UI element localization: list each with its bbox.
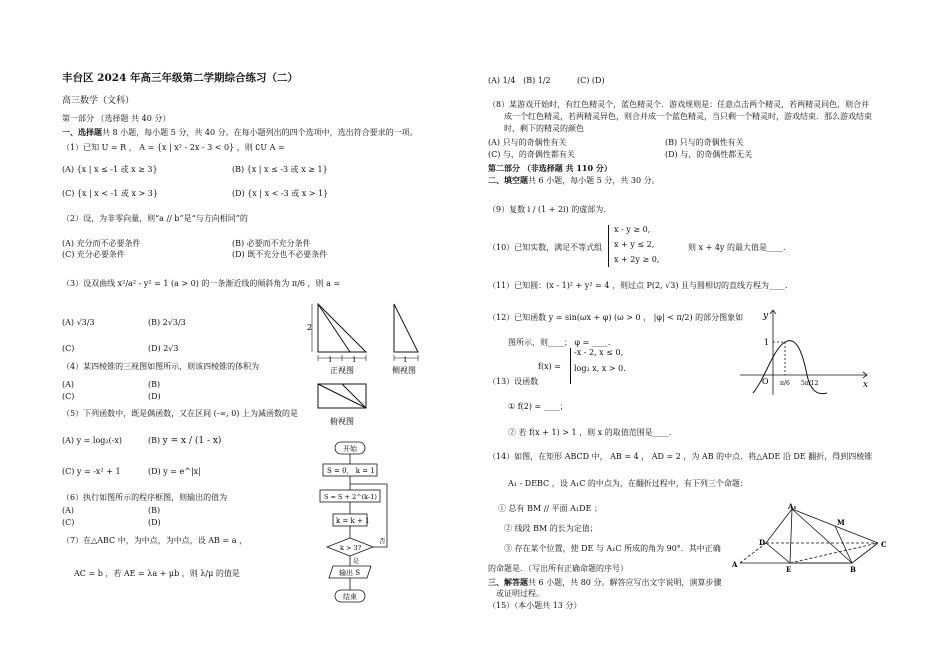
q13-piece-1: -x - 2, x ≤ 0, — [574, 348, 624, 357]
q4-option-a: (A) — [62, 380, 75, 389]
section2-label: 二、填空题 — [488, 175, 528, 185]
q14-claim-1: ① 总有 BM // 平面 A₁DE ； — [498, 504, 602, 513]
q11-stem: （11）已知圆：(x - 1)² + y² = 4 ，则过点 P(2, √3) 且与圆相切的直线方程为____. — [488, 281, 788, 290]
q6-option-b: (B) — [148, 506, 161, 515]
q3-b-value: 2√3/3 — [162, 318, 186, 327]
section3-desc: 共 6 小题，共 80 分。解答应写出文字说明，演算步骤 — [528, 578, 722, 587]
q6-option-a: (A) — [62, 506, 75, 515]
q7-stem: （7）在△ABC 中，为中点，为中点，设 AB = a ， — [62, 536, 248, 545]
flow-update-label: S = S + 2^(k-1) — [324, 493, 377, 501]
q13-part1: ① f(2) = ____； — [508, 402, 568, 411]
x-tick-pi-6: π/6 — [780, 380, 790, 387]
front-view — [312, 304, 366, 361]
front-width-label-1: 1 — [328, 356, 333, 364]
q2-option-a: (A) 充分而不必要条件 — [62, 239, 141, 248]
top-view — [318, 384, 366, 408]
section2-instructions — [488, 175, 660, 186]
q7-options-ab: (A) 1/4 (B) 1/2 — [488, 76, 551, 85]
side-view — [394, 304, 418, 361]
q13-fx: f(x) = — [538, 362, 561, 371]
q5-c-value: y = -x² + 1 — [76, 467, 121, 476]
front-height-label: 2 — [307, 323, 313, 332]
section1-label: 一、选择题 — [62, 127, 102, 137]
q1-stem: （1）已知 U = R ， A = {x | x² - 2x - 3 < 0} ，则 ∁U A = — [62, 143, 285, 152]
section3-instructions — [488, 577, 721, 588]
q6-stem: （6）执行如图所示的程序框图，则输出的值为 — [62, 493, 228, 502]
q13-part2: ② 若 f(x + 1) > 1 ，则 x 的取值范围是____. — [508, 428, 672, 437]
q4-stem: （4）某四棱锥的三视图如图所示，则该四棱锥的体积为 — [62, 362, 260, 371]
q10-stem: （10）已知实数，满足不等式组 — [488, 243, 603, 252]
q5-stem: （5）下列函数中，既是偶函数，又在区间 (-∞, 0) 上为减函数的是 — [62, 409, 298, 418]
q3-d-value: 2√3 — [163, 344, 179, 353]
three-view-figure — [300, 300, 450, 430]
flow-yes-label: 是 — [353, 558, 360, 565]
q3-a-value: √3/3 — [76, 318, 95, 327]
q14-claim-4: 的命题是．（写出所有正确命题的序号） — [488, 564, 628, 573]
q7-options-cd: (C) (D) — [577, 76, 605, 85]
point-e: E — [786, 565, 792, 574]
side-view-caption: 侧视图 — [392, 366, 416, 375]
q9-stem: （9）复数 i / (1 + 2i) 的虚部为． — [488, 205, 612, 214]
point-a: A — [732, 560, 738, 569]
q14-claim-3: ③ 存在某个位置，使 DE 与 A₁C 所成的角为 90°．其中正确 — [504, 544, 721, 553]
q7-stem-line2: AC = b ，若 AE = λa + μb ，则 λ/μ 的值是 — [74, 569, 240, 578]
q6-option-c: (C) — [62, 518, 75, 527]
q3-option-a: (A) √3/3 — [62, 318, 95, 327]
q7-b-value: 1/2 — [537, 76, 551, 85]
point-m: M — [837, 518, 845, 527]
q1-option-b: (B) {x | x ≤ -3 或 x ≥ 1} — [232, 165, 328, 174]
q12-line2: 图所示，则____； φ = ____. — [508, 338, 611, 347]
q8-option-d: (D) 与，的奇偶性都无关 — [665, 150, 753, 159]
q10-tail: 则 x + 4y 的最大值是____. — [688, 243, 786, 252]
front-view-caption: 正视图 — [330, 366, 354, 375]
q6-option-d: (D) — [148, 518, 161, 527]
q3-stem: （3）设双曲线 x²/a² - y² = 1 (a > 0) 的一条渐近线的倾斜角为 π/6 ，则 a = — [62, 279, 341, 288]
q13-piece-2: log₂ x, x > 0. — [574, 364, 626, 373]
q15-heading: （15）（本小题共 13 分） — [488, 601, 582, 610]
q4-option-b: (B) — [148, 380, 161, 389]
q13-stem: （13）设函数 — [488, 377, 539, 386]
q5-d-value: y = e^|x| — [163, 467, 201, 476]
flow-cond-label: k > 3? — [340, 544, 362, 552]
subject-title: 高三数学（文科） — [62, 96, 135, 106]
q1-option-c: (C) {x | x < -1 或 x > 3} — [62, 189, 158, 198]
q14-claim-2: ② 线段 BM 的长为定值； — [504, 524, 598, 533]
x-axis-label: x — [863, 380, 869, 390]
point-a1: A₁ — [788, 502, 797, 511]
q7-a-value: 1/4 — [502, 76, 516, 85]
flow-init-label: S = 0， k = 1 — [327, 467, 375, 475]
q5-b-value: y = x / (1 - x) — [162, 436, 222, 446]
q2-option-d: (D) 既不充分也不必要条件 — [232, 250, 328, 259]
q8-option-b: (B) 只与的奇偶性有关 — [665, 138, 744, 147]
front-width-label-2: 1 — [352, 356, 357, 364]
q10-constraint-2: x + y ≤ 2, — [614, 240, 655, 249]
section1-instructions — [62, 127, 418, 138]
flow-start-label: 开始 — [343, 445, 357, 453]
q12-stem: （12）已知函数 y = sin(ωx + φ) (ω > 0 ， |φ| < π/2) 的部分图象如 — [488, 313, 744, 322]
q3-option-c: (C) — [62, 344, 75, 353]
q3-option-b: (B) 2√3/3 — [148, 318, 186, 327]
flow-output-label: 输出 S — [339, 569, 361, 577]
top-view-caption: 俯视图 — [330, 417, 354, 426]
origin-label: O — [762, 377, 769, 386]
part2-heading: 第二部分 （非选择题 共 110 分） — [488, 163, 612, 173]
q8-option-a: (A) 只与的奇偶性有关 — [488, 138, 567, 147]
q5-option-d: (D) y = e^|x| — [148, 467, 201, 476]
x-tick-5pi-12: 5π/12 — [801, 380, 819, 387]
q5-option-a: (A) y = log₂(-x) — [62, 436, 123, 445]
y-tick-one: 1 — [764, 338, 770, 347]
q14-figure — [730, 502, 890, 575]
q8-line3: 时，剩下的精灵的颜色 — [504, 124, 584, 133]
flowchart — [315, 440, 395, 605]
q2-option-b: (B) 必要而不充分条件 — [232, 239, 311, 248]
flow-no-label: 否 — [379, 537, 386, 545]
q10-constraint-3: x + 2y ≥ 0, — [614, 255, 660, 264]
q1-option-a: (A) {x | x ≤ -1 或 x ≥ 3} — [62, 165, 158, 174]
section1-desc: 共 8 小题，每小题 5 分，共 40 分。在每小题列出的四个选项中，选出符合要求的一项。 — [102, 128, 418, 137]
q8-option-c: (C) 与，的奇偶性都有关 — [488, 150, 575, 159]
q5-a-value: y = log₂(-x) — [76, 436, 123, 445]
point-b: B — [850, 565, 856, 574]
section3-line2: 或证明过程。 — [496, 589, 544, 598]
part1-heading: 第一部分 （选择题 共 40 分） — [62, 114, 171, 123]
q10-constraint-1: x - y ≥ 0, — [614, 225, 651, 234]
page-title: 丰台区 2024 年高三年级第二学期综合练习（二） — [62, 72, 299, 84]
side-width-label: 1 — [403, 356, 408, 364]
q4-option-d: (D) — [148, 392, 161, 401]
q1-option-d: (D) {x | x < -3 或 x > 1} — [232, 189, 329, 198]
section2-desc: 共 6 小题，每小题 5 分，共 30 分。 — [528, 176, 660, 185]
q5-option-b: (B) y = x / (1 - x) — [148, 436, 222, 446]
q3-option-d: (D) 2√3 — [148, 344, 179, 353]
q14-stem: （14）如图，在矩形 ABCD 中， AB = 4 ， AD = 2 ，为 AB 的中点．将△ADE 沿 DE 翻折，得到四棱锥 — [488, 452, 873, 461]
q5-option-c: (C) y = -x² + 1 — [62, 467, 121, 476]
flow-inc-label: k = k + 1 — [336, 517, 370, 525]
point-c: C — [881, 540, 887, 549]
q8-line2: 成一个红色精灵，若两精灵异色，则合并成一个蓝色精灵，当只剩一个精灵时，游戏结束．那么游戏结束 — [504, 112, 872, 121]
q2-stem: （2）设，为非零向量，则“a // b”是“与方向相同”的 — [62, 214, 248, 223]
q8-stem: （8）某游戏开始时，有红色精灵个，蓝色精灵个．游戏规则是：任意点击两个精灵，若两精灵同色，则合并 — [488, 100, 870, 109]
q14-line2: A₁ - DEBC ，设 A₁C 的中点为，在翻折过程中，有下列三个命题： — [508, 479, 748, 488]
y-axis-label: y — [763, 311, 769, 321]
q2-option-c: (C) 充分必要条件 — [62, 250, 125, 259]
flow-end-label: 结束 — [343, 593, 357, 601]
section3-label: 三、解答题 — [488, 577, 528, 587]
q12-sine-graph — [735, 305, 875, 400]
point-d: D — [759, 538, 766, 547]
q4-option-c: (C) — [62, 392, 75, 401]
